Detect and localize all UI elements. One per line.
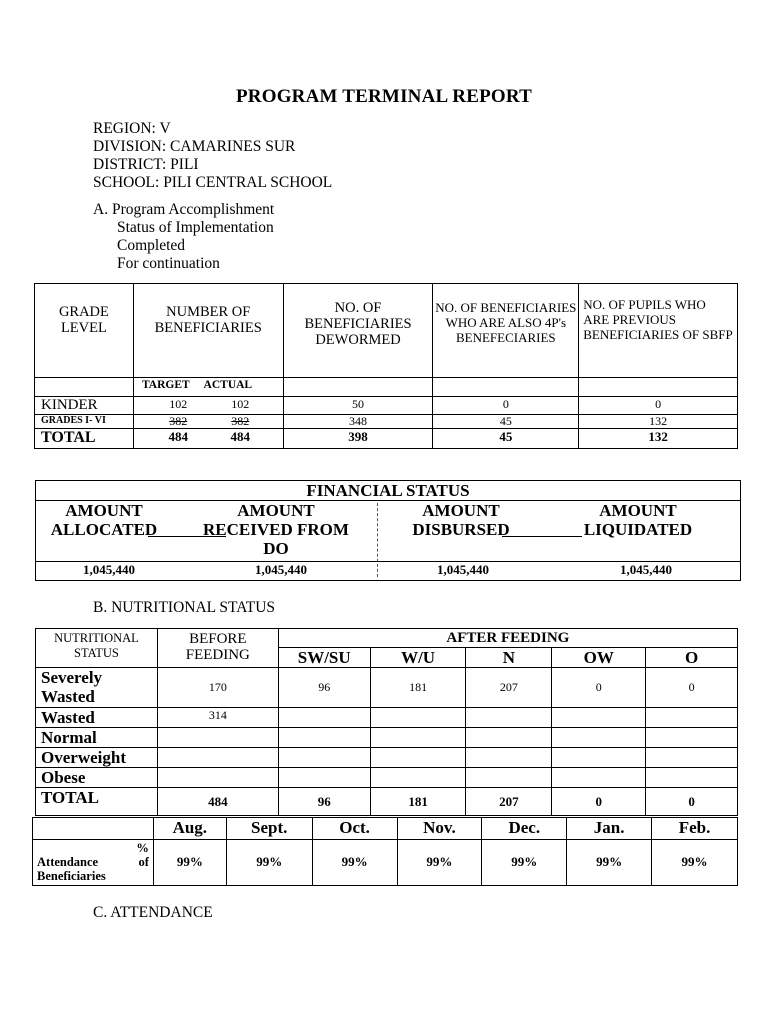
attendance-row-label xyxy=(33,840,154,886)
received-value: 1,045,440 xyxy=(255,562,307,577)
header-nutritional-status: NUTRITIONAL STATUS xyxy=(36,629,158,668)
header-n: N xyxy=(466,648,552,668)
disbursed-value: 1,045,440 xyxy=(437,562,489,577)
month-nov: Nov. xyxy=(397,818,482,840)
row-label: Obese xyxy=(36,768,158,788)
report-title: PROGRAM TERMINAL REPORT xyxy=(236,86,532,107)
allocated-header xyxy=(44,501,164,539)
grade-total: TOTAL xyxy=(35,429,134,449)
header-before-feeding: BEFORE FEEDING xyxy=(157,629,278,668)
o-value: 0 xyxy=(646,668,738,708)
ow-value xyxy=(552,728,646,748)
empty-cell xyxy=(579,378,738,397)
fourps-value: 45 xyxy=(433,429,579,449)
before-value xyxy=(157,748,278,768)
attendance-value: 99% xyxy=(397,840,482,886)
disbursed-line2: DISBURSED xyxy=(412,520,510,539)
section-a-heading: A. Program Accomplishment xyxy=(93,201,275,218)
o-value xyxy=(646,768,738,788)
table-row xyxy=(35,397,738,415)
nutrition-table xyxy=(35,628,738,816)
attendance-value: 99% xyxy=(482,840,567,886)
section-c-heading: C. ATTENDANCE xyxy=(93,904,213,921)
header-previous-sbfp: NO. OF PUPILS WHO ARE PREVIOUS BENEFICIARIES OF SBFP xyxy=(579,284,738,378)
header-grade-level: GRADE LEVEL xyxy=(35,284,134,378)
actual-header: ACTUAL xyxy=(203,379,253,391)
actual-value: 382 xyxy=(231,414,250,428)
attendance-of-label: Attendance of xyxy=(37,855,149,869)
underline xyxy=(148,536,226,537)
n-value xyxy=(466,748,552,768)
attendance-table xyxy=(32,817,738,886)
empty-cell xyxy=(433,378,579,397)
empty-cell xyxy=(35,378,134,397)
month-feb: Feb. xyxy=(652,818,738,840)
liquidated-value: 1,045,440 xyxy=(620,562,672,577)
allocated-line2: ALLOCATED xyxy=(50,520,158,539)
underline xyxy=(502,536,582,537)
ow-value: 0 xyxy=(552,788,646,816)
wu-value xyxy=(370,768,466,788)
o-value: 0 xyxy=(646,788,738,816)
table-row xyxy=(36,768,738,788)
previous-value: 0 xyxy=(579,397,738,415)
table-row xyxy=(36,708,738,728)
n-value: 207 xyxy=(466,788,552,816)
target-actual-cell xyxy=(133,415,283,429)
liquidated-line2: LIQUIDATED xyxy=(583,520,693,539)
o-value xyxy=(646,728,738,748)
month-aug: Aug. xyxy=(153,818,226,840)
disbursed-line1: AMOUNT xyxy=(422,501,500,520)
target-actual-header xyxy=(133,378,283,397)
region-line: REGION: V xyxy=(93,120,171,137)
n-value xyxy=(466,768,552,788)
table-row xyxy=(35,429,738,449)
beneficiaries-table xyxy=(34,283,738,449)
disbursed-header xyxy=(396,501,526,539)
attendance-value: 99% xyxy=(567,840,652,886)
header-o: O xyxy=(646,648,738,668)
month-sept: Sept. xyxy=(226,818,312,840)
wu-value xyxy=(370,708,466,728)
target-actual-cell xyxy=(133,429,283,449)
target-value: 484 xyxy=(168,429,188,444)
allocated-line1: AMOUNT xyxy=(65,501,143,520)
financial-status-box xyxy=(35,480,741,581)
table-row xyxy=(33,840,738,886)
liquidated-header xyxy=(571,501,705,539)
dewormed-value: 398 xyxy=(283,429,433,449)
wu-value: 181 xyxy=(370,788,466,816)
school-info xyxy=(93,120,332,192)
attendance-value: 99% xyxy=(226,840,312,886)
table-row xyxy=(35,415,738,429)
received-line2: RECEIVED FROM xyxy=(203,520,349,539)
fourps-value: 0 xyxy=(433,397,579,415)
fourps-value: 45 xyxy=(433,415,579,429)
header-ow: OW xyxy=(552,648,646,668)
continuation-label: For continuation xyxy=(117,255,220,272)
swsu-value xyxy=(278,708,370,728)
section-a xyxy=(93,201,274,273)
header-number-beneficiaries: NUMBER OF BENEFICIARIES xyxy=(133,284,283,378)
beneficiaries-label: Beneficiaries xyxy=(37,869,106,883)
received-line3: DO xyxy=(263,539,289,558)
swsu-value xyxy=(278,748,370,768)
before-value: 484 xyxy=(157,788,278,816)
empty-cell xyxy=(33,818,154,840)
wu-value xyxy=(370,748,466,768)
row-label: Wasted xyxy=(36,708,158,728)
before-value xyxy=(157,768,278,788)
actual-value: 484 xyxy=(230,429,250,444)
swsu-value: 96 xyxy=(278,788,370,816)
n-value xyxy=(466,708,552,728)
ow-value xyxy=(552,768,646,788)
header-swsu: SW/SU xyxy=(278,648,370,668)
previous-value: 132 xyxy=(579,429,738,449)
month-oct: Oct. xyxy=(312,818,397,840)
table-row xyxy=(36,668,738,708)
target-value: 102 xyxy=(169,397,188,411)
attendance-value: 99% xyxy=(652,840,738,886)
dewormed-value: 348 xyxy=(283,415,433,429)
financial-title: FINANCIAL STATUS xyxy=(306,481,470,500)
before-value: 314 xyxy=(157,708,278,728)
received-line1: AMOUNT xyxy=(237,501,315,520)
district-line: DISTRICT: PILI xyxy=(93,156,199,173)
allocated-value: 1,045,440 xyxy=(83,562,135,577)
o-value xyxy=(646,748,738,768)
divider xyxy=(377,503,378,577)
target-actual-cell xyxy=(133,397,283,415)
swsu-value xyxy=(278,768,370,788)
section-b-heading: B. NUTRITIONAL STATUS xyxy=(93,599,276,616)
liquidated-line1: AMOUNT xyxy=(599,501,677,520)
row-label: Severely Wasted xyxy=(36,668,158,708)
month-dec: Dec. xyxy=(482,818,567,840)
header-dewormed: NO. OF BENEFICIARIES DEWORMED xyxy=(283,284,433,378)
n-value: 207 xyxy=(466,668,552,708)
attendance-value: 99% xyxy=(312,840,397,886)
header-wu: W/U xyxy=(370,648,466,668)
attendance-value: 99% xyxy=(153,840,226,886)
wu-value xyxy=(370,728,466,748)
n-value xyxy=(466,728,552,748)
grade-i-vi: GRADES I- VI xyxy=(35,415,134,429)
header-after-feeding: AFTER FEEDING xyxy=(278,629,737,648)
table-row xyxy=(36,748,738,768)
table-row xyxy=(36,728,738,748)
target-header: TARGET xyxy=(141,379,190,391)
row-label: Overweight xyxy=(36,748,158,768)
row-label: Normal xyxy=(36,728,158,748)
dewormed-value: 50 xyxy=(283,397,433,415)
month-jan: Jan. xyxy=(567,818,652,840)
target-value: 382 xyxy=(169,414,188,428)
before-value: 170 xyxy=(157,668,278,708)
row-label: TOTAL xyxy=(36,788,158,816)
ow-value: 0 xyxy=(552,668,646,708)
completed-label: Completed xyxy=(117,237,186,254)
school-line: SCHOOL: PILI CENTRAL SCHOOL xyxy=(93,174,333,191)
division-line: DIVISION: CAMARINES SUR xyxy=(93,138,296,155)
actual-value: 102 xyxy=(231,397,250,411)
wu-value: 181 xyxy=(370,668,466,708)
header-4ps: NO. OF BENEFICIARIES WHO ARE ALSO 4P's BENEFECIARIES xyxy=(433,284,579,378)
previous-value: 132 xyxy=(579,415,738,429)
percent-label: % xyxy=(136,841,149,855)
swsu-value: 96 xyxy=(278,668,370,708)
swsu-value xyxy=(278,728,370,748)
table-row xyxy=(36,788,738,816)
received-header xyxy=(196,501,356,558)
ow-value xyxy=(552,748,646,768)
grade-kinder: KINDER xyxy=(35,397,134,415)
o-value xyxy=(646,708,738,728)
status-label: Status of Implementation xyxy=(117,219,274,236)
empty-cell xyxy=(283,378,433,397)
before-value xyxy=(157,728,278,748)
ow-value xyxy=(552,708,646,728)
